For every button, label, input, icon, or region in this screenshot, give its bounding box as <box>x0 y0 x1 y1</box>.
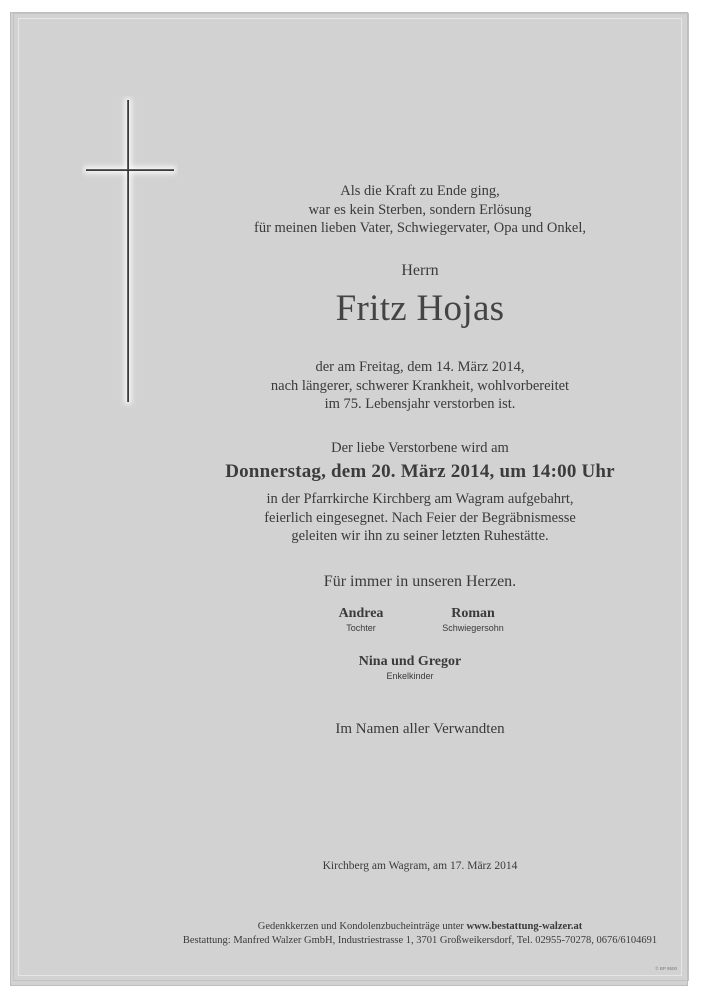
salutation: Herrn <box>401 262 439 279</box>
mourner <box>330 653 490 682</box>
relatives-signature: Im Namen aller Verwandten <box>335 721 505 737</box>
ceremony-details <box>160 490 680 546</box>
mourner-relation: Schwiegersohn <box>442 623 504 633</box>
footer <box>160 920 680 948</box>
ceremony-line: feierlich eingesegnet. Nach Feier der Begräbnismesse <box>264 509 576 526</box>
ceremony-line: in der Pfarrkirche Kirchberg am Wagram aufgebahrt, <box>266 491 574 507</box>
funeral-date: Donnerstag, dem 20. März 2014, um 14:00 Uhr <box>225 461 615 482</box>
footer-contact: Bestattung: Manfred Walzer GmbH, Industriestrasse 1, 3701 Großweikersdorf, Tel. 02955-70278, 0676/6104691 <box>182 935 658 946</box>
motto: Für immer in unseren Herzen. <box>323 573 517 590</box>
footer-text: Gedenkkerzen und Kondolenzbucheinträge unter <box>257 921 467 932</box>
intro-line: war es kein Sterben, sondern Erlösung <box>308 201 532 218</box>
intro-line: für meinen lieben Vater, Schwiegervater, Opa und Onkel, <box>254 220 586 236</box>
website-link[interactable]: www.bestattung-walzer.at <box>466 921 583 932</box>
mourner-relation: Enkelkinder <box>386 671 434 681</box>
death-line: im 75. Lebensjahr verstorben ist. <box>324 396 516 412</box>
mourner <box>393 605 553 634</box>
footer-line <box>160 920 680 934</box>
intro-line: Als die Kraft zu Ende ging, <box>340 183 500 199</box>
death-line: der am Freitag, dem 14. März 2014, <box>315 359 525 375</box>
mourner-name: Roman <box>451 606 495 621</box>
mourner-relation: Tochter <box>346 623 376 633</box>
death-notice <box>160 358 680 414</box>
deceased-name: Fritz Hojas <box>335 288 505 329</box>
funeral-announcement: Der liebe Verstorbene wird am <box>331 440 509 456</box>
mourner-name: Andrea <box>338 606 384 621</box>
copyright-mark: © BP 9500 <box>655 966 677 971</box>
death-line: nach längerer, schwerer Krankheit, wohlvorbereitet <box>270 377 570 394</box>
intro-text <box>160 182 680 238</box>
place-and-date: Kirchberg am Wagram, am 17. März 2014 <box>322 860 518 872</box>
ceremony-line: geleiten wir ihn zu seiner letzten Ruhestätte. <box>291 528 549 544</box>
mourner-name: Nina und Gregor <box>358 654 462 669</box>
